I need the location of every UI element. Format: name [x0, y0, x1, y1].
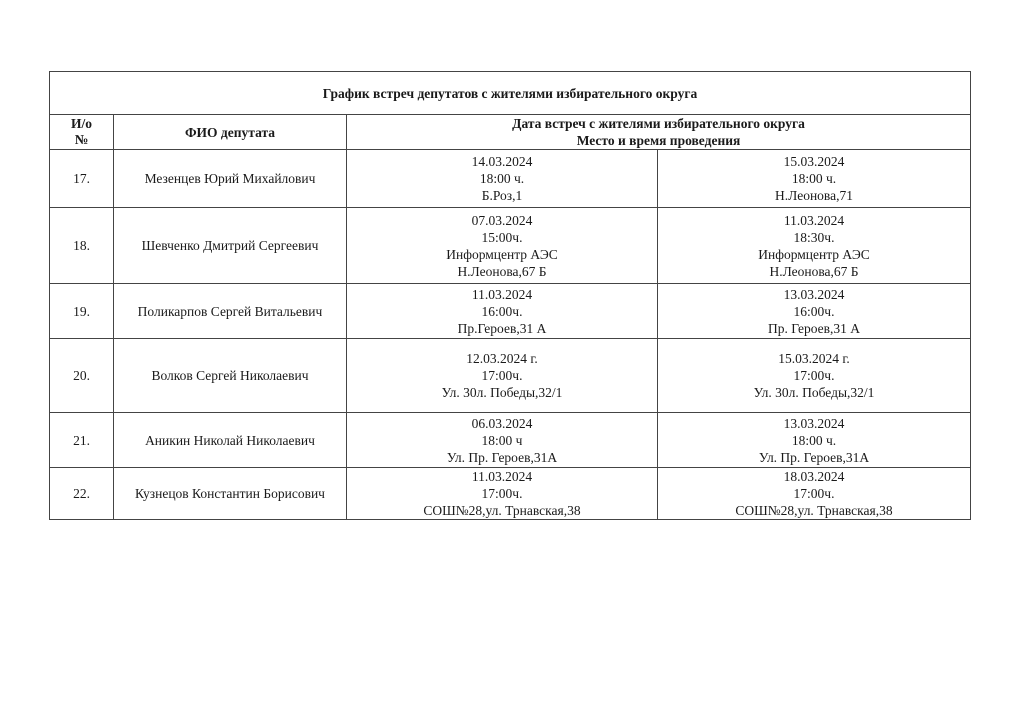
meeting-cell [347, 339, 658, 413]
header-meeting-date [347, 115, 971, 150]
table-row [50, 208, 971, 284]
meeting-date: 14.03.2024 [471, 154, 533, 169]
header-number-line1: И/о [70, 116, 92, 131]
meeting-date: 13.03.2024 [783, 286, 845, 302]
header-row [50, 115, 971, 150]
table-body [50, 150, 971, 520]
meeting-time: 18:00 ч. [479, 171, 525, 186]
table-row [50, 468, 971, 520]
meeting-cell [347, 413, 658, 468]
meeting-cell [347, 468, 658, 520]
meeting-date: 11.03.2024 [783, 212, 845, 228]
meeting-date: 13.03.2024 [783, 415, 845, 431]
meeting-cell [347, 284, 658, 339]
header-fio: ФИО депутата [114, 115, 347, 150]
meeting-time: 17:00ч. [793, 486, 835, 501]
meeting-date: 15.03.2024 [783, 154, 845, 169]
meeting-date: 07.03.2024 [471, 212, 533, 228]
meeting-cell [658, 339, 971, 413]
meeting-place: СОШ№28,ул. Трнавская,38 [423, 503, 581, 518]
row-number: 17. [50, 150, 114, 208]
table-row [50, 284, 971, 339]
row-number: 20. [50, 339, 114, 413]
meeting-time: 17:00ч. [481, 368, 523, 383]
meeting-place: Информцентр АЭС [758, 246, 870, 262]
header-number [50, 115, 114, 150]
meeting-date: 18.03.2024 [783, 469, 845, 484]
meeting-place: Пр.Героев,31 А [457, 320, 547, 336]
meeting-time: 16:00ч. [481, 303, 523, 319]
row-number: 19. [50, 284, 114, 339]
table-row [50, 339, 971, 413]
meeting-place: Н.Леонова,67 Б [457, 263, 547, 279]
meeting-time: 17:00ч. [793, 368, 835, 383]
title-row [50, 72, 971, 115]
row-number: 22. [50, 468, 114, 520]
table-row [50, 150, 971, 208]
meeting-date: 12.03.2024 г. [466, 351, 538, 366]
meeting-place: Н.Леонова,67 Б [769, 263, 859, 279]
deputy-name: Поликарпов Сергей Витальевич [114, 284, 347, 339]
meeting-time: 16:00ч. [793, 303, 835, 319]
meeting-place: Пр. Героев,31 А [767, 320, 861, 336]
deputy-name: Волков Сергей Николаевич [114, 339, 347, 413]
meeting-time: 18:30ч. [793, 229, 835, 245]
meeting-time: 18:00 ч [481, 432, 523, 448]
meeting-cell [347, 208, 658, 284]
meeting-place: Н.Леонова,71 [775, 188, 853, 203]
header-date-line2: Место и время проведения [576, 133, 741, 148]
meeting-time: 18:00 ч. [791, 432, 837, 448]
meeting-cell [658, 150, 971, 208]
header-date-line1: Дата встреч с жителями избирательного округа [512, 116, 805, 131]
deputy-name: Мезенцев Юрий Михайлович [114, 150, 347, 208]
header-number-line2: № [74, 132, 89, 147]
meeting-date: 11.03.2024 [471, 286, 533, 302]
table-title: График встреч депутатов с жителями избирательного округа [50, 72, 971, 115]
meeting-cell [658, 413, 971, 468]
meeting-time: 15:00ч. [481, 229, 523, 245]
row-number: 21. [50, 413, 114, 468]
deputy-name: Кузнецов Константин Борисович [114, 468, 347, 520]
meeting-cell [658, 208, 971, 284]
meeting-place: СОШ№28,ул. Трнавская,38 [735, 503, 893, 518]
meeting-date: 15.03.2024 г. [778, 351, 850, 366]
meeting-time: 17:00ч. [481, 486, 523, 501]
meeting-place: Ул. 30л. Победы,32/1 [753, 385, 875, 400]
meeting-cell [347, 150, 658, 208]
meeting-place: Информцентр АЭС [446, 246, 558, 262]
meeting-place: Ул. Пр. Героев,31А [758, 449, 870, 465]
meeting-cell [658, 468, 971, 520]
row-number: 18. [50, 208, 114, 284]
meeting-place: Б.Роз,1 [481, 188, 523, 203]
meeting-cell [658, 284, 971, 339]
deputy-name: Аникин Николай Николаевич [114, 413, 347, 468]
deputy-name: Шевченко Дмитрий Сергеевич [114, 208, 347, 284]
meeting-place: Ул. Пр. Героев,31А [446, 449, 558, 465]
meeting-date: 11.03.2024 [471, 469, 533, 484]
meeting-date: 06.03.2024 [471, 415, 533, 431]
meeting-schedule-table [49, 71, 971, 520]
meeting-place: Ул. 30л. Победы,32/1 [441, 385, 563, 400]
table-row [50, 413, 971, 468]
meeting-time: 18:00 ч. [791, 171, 837, 186]
